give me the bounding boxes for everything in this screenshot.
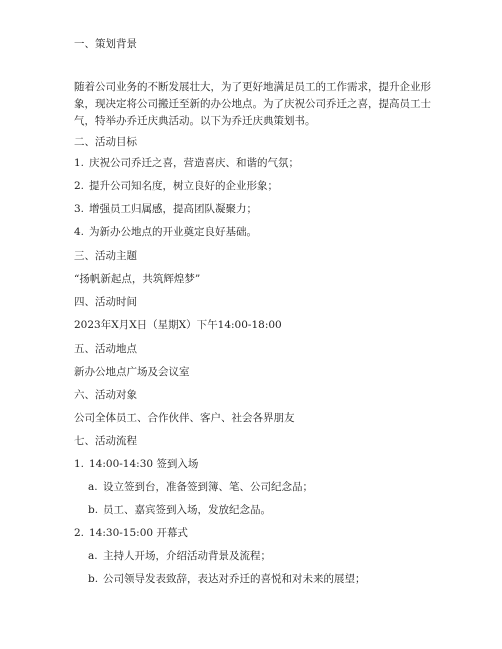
agenda-step [74, 525, 442, 541]
substep-text: 员工、嘉宾签到入场，发放纪念品。 [103, 504, 271, 516]
section-heading-audience: 六、活动对象 [74, 389, 137, 401]
goal-number: 4. [74, 226, 85, 238]
section-heading-location: 五、活动地点 [74, 343, 137, 355]
goal-number: 1. [74, 157, 85, 169]
section-heading-agenda: 七、活动流程 [74, 435, 137, 447]
goal-text: 为新办公地点的开业奠定良好基础。 [89, 226, 257, 238]
section-heading-theme: 三、活动主题 [74, 250, 137, 262]
theme-text: “扬帆新起点，共筑辉煌梦” [74, 273, 201, 285]
goal-text: 增强员工归属感，提高团队凝聚力； [89, 203, 257, 215]
substep-text: 公司领导发表致辞，表达对乔迁的喜悦和对未来的展望； [103, 573, 366, 585]
substep-mark: a. [88, 550, 98, 562]
step-number: 1. [74, 458, 85, 470]
goal-item [74, 224, 442, 240]
agenda-substep [88, 502, 442, 518]
time-text: 2023年X月X日（星期X）下午14:00-18:00 [74, 319, 282, 331]
section-heading-goals: 二、活动目标 [74, 136, 137, 148]
substep-text: 主持人开场，介绍活动背景及流程； [103, 550, 271, 562]
step-text: 14:30-15:00 开幕式 [89, 527, 188, 539]
substep-mark: b. [88, 504, 99, 516]
goal-text: 提升公司知名度，树立良好的企业形象； [89, 180, 278, 192]
step-text: 14:00-14:30 签到入场 [89, 458, 199, 470]
goal-item [74, 155, 442, 171]
background-paragraph: 随着公司业务的不断发展壮大，为了更好地满足员工的工作需求，提升企业形象，现决定将公司搬迁至新的办公地点。为了庆祝公司乔迁之喜，提高员工士气，特举办乔迁庆典活动。以下为乔迁庆典策划书。 [74, 81, 431, 127]
audience-text: 公司全体员工、合作伙伴、客户、社会各界朋友 [74, 412, 295, 424]
goal-text: 庆祝公司乔迁之喜，营造喜庆、和谐的气氛； [89, 157, 299, 169]
substep-mark: b. [88, 573, 99, 585]
goal-number: 3. [74, 203, 85, 215]
step-number: 2. [74, 527, 85, 539]
substep-mark: a. [88, 481, 98, 493]
section-heading-background: 一、策划背景 [74, 38, 137, 50]
goal-item [74, 201, 442, 217]
agenda-substep [88, 548, 442, 564]
substep-text: 设立签到台，准备签到簿、笔、公司纪念品； [103, 481, 313, 493]
agenda-substep [88, 479, 442, 495]
goal-number: 2. [74, 180, 85, 192]
section-heading-time: 四、活动时间 [74, 296, 137, 308]
goal-item [74, 178, 442, 194]
agenda-substep [88, 571, 442, 587]
location-text: 新办公地点广场及会议室 [74, 366, 190, 378]
agenda-step [74, 456, 442, 472]
